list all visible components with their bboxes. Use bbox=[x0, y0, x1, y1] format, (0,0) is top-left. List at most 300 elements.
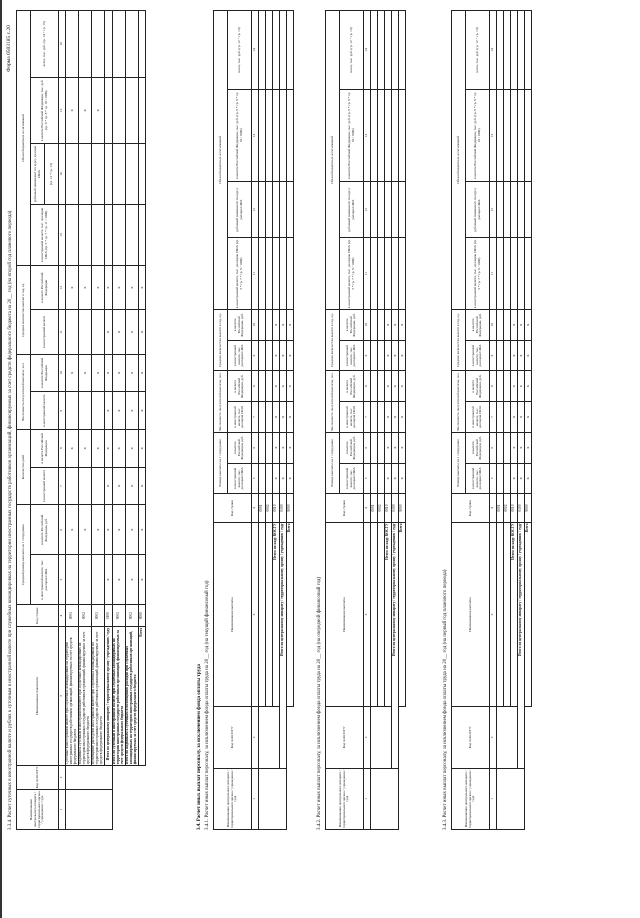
table-cell bbox=[525, 238, 532, 310]
table-cell bbox=[266, 463, 273, 494]
table-cell bbox=[259, 463, 266, 494]
table-cell bbox=[371, 432, 378, 463]
x-mark: x bbox=[392, 402, 399, 433]
total-row-code: 9001 bbox=[113, 605, 126, 627]
hdr-avg-rate: Размер выплаты на 1 сотрудника bbox=[214, 432, 228, 493]
grand-total-code: 9000 bbox=[399, 494, 406, 523]
hdr-in-rub: в валюте Российской Федерации, руб. bbox=[466, 371, 490, 402]
table-cell bbox=[92, 11, 105, 78]
table-cell bbox=[280, 89, 287, 181]
col-num: 5 bbox=[59, 555, 66, 605]
table-cell bbox=[113, 765, 126, 829]
table-cell bbox=[378, 182, 385, 238]
table-cell bbox=[287, 707, 294, 830]
hdr-vol-rub: в валюте Российской Федерации, тыс. руб. (гр. 6 * гр. 8 * гр. 10 / 1000) bbox=[31, 77, 59, 143]
x-mark: x bbox=[525, 309, 532, 340]
table-cell bbox=[511, 89, 518, 181]
table-cell bbox=[79, 555, 92, 605]
x-mark: x bbox=[126, 505, 139, 555]
table-cell bbox=[371, 522, 378, 706]
hdr-rate-fx: в иностранной валюте, тыс. долларов США bbox=[31, 555, 59, 605]
table-cell bbox=[385, 89, 392, 181]
hdr-in-rub: в валюте Российской Федерации, руб. bbox=[228, 309, 252, 340]
table-cell bbox=[126, 11, 139, 78]
hdr-num-emp: Численность получателей выплаты, чел. bbox=[452, 371, 466, 432]
x-mark: x bbox=[273, 371, 280, 402]
table-cell bbox=[287, 182, 294, 238]
x-mark: x bbox=[287, 432, 294, 463]
hdr-indicator: Наименование показателя bbox=[17, 627, 59, 766]
x-mark: x bbox=[139, 505, 146, 555]
table-cell bbox=[139, 11, 146, 78]
hdr-total: всего, тыс. руб. (гр. 12 + гр. 13) bbox=[466, 11, 490, 90]
hdr-in-rub: в валюте Российской Федерации, руб. bbox=[340, 309, 364, 340]
x-mark: x bbox=[511, 463, 518, 494]
col-num: 13 bbox=[364, 89, 371, 181]
col-num: 1 bbox=[490, 768, 497, 829]
table-cell bbox=[497, 309, 504, 340]
table-cell bbox=[497, 89, 504, 181]
x-mark: x bbox=[525, 371, 532, 402]
grand-total-label: Всего bbox=[287, 522, 294, 706]
x-mark: x bbox=[126, 354, 139, 392]
table-cell bbox=[399, 11, 406, 90]
table-cell bbox=[259, 11, 266, 90]
col-num: 4 bbox=[364, 494, 371, 523]
table-cell bbox=[371, 463, 378, 494]
table-cell bbox=[511, 11, 518, 90]
table-cell bbox=[126, 77, 139, 143]
x-mark: x bbox=[139, 265, 146, 309]
x-mark: x bbox=[385, 432, 392, 463]
hdr-avg-qty: Среднее количество выплат в год, ед. bbox=[326, 309, 340, 370]
table-cell bbox=[385, 11, 392, 90]
hdr-avg-qty: Среднее количество выплат в год, ед. bbox=[17, 265, 31, 354]
x-mark: x bbox=[105, 392, 113, 430]
table-cell bbox=[371, 238, 378, 310]
subtotal-unit-label: Итого по центральному аппарату / территориальному органу / учреждению / суду bbox=[518, 522, 525, 768]
table-cell bbox=[392, 89, 399, 181]
x-mark: x bbox=[511, 309, 518, 340]
hdr-volume: Объем бюджетных ассигнований bbox=[214, 11, 228, 310]
hdr-volume: Объем бюджетных ассигнований bbox=[452, 11, 466, 310]
x-mark: x bbox=[105, 429, 113, 467]
col-num: 14 bbox=[59, 144, 66, 205]
hdr-in-rub: в валюте Российской Федерации, руб. bbox=[466, 309, 490, 340]
x-mark: x bbox=[66, 429, 79, 467]
x-mark: x bbox=[385, 371, 392, 402]
x-mark: x bbox=[92, 505, 105, 555]
table-cell bbox=[518, 89, 525, 181]
table-cell bbox=[504, 402, 511, 433]
x-mark: x bbox=[105, 505, 113, 555]
x-mark: x bbox=[113, 310, 126, 354]
table-cell bbox=[266, 522, 273, 706]
col-num: 8 bbox=[252, 371, 259, 402]
subtotal-kosgu-code: 0010 bbox=[385, 494, 392, 523]
table-cell bbox=[66, 790, 113, 830]
hdr-code: Код строки bbox=[17, 605, 59, 627]
x-mark: x bbox=[280, 371, 287, 402]
col-num: 8 bbox=[59, 429, 66, 467]
hdr-code: Код строки bbox=[326, 494, 364, 523]
col-num: 2 bbox=[364, 707, 371, 768]
hdr-vol-fx-rate: рублевый эквивалент по курсу доллара США bbox=[466, 182, 490, 238]
hdr-vol-rub: в валюте Российской Федерации, тыс. руб. (гр. 6 * гр. 8 * гр. 10 / 1000) bbox=[340, 89, 364, 181]
col-num: 7 bbox=[490, 402, 497, 433]
hdr-qty-rub: в валюте Российской Федерации bbox=[31, 265, 59, 309]
table-cell bbox=[525, 89, 532, 181]
x-mark: x bbox=[105, 555, 113, 605]
grand-total-label: Всего bbox=[139, 627, 146, 766]
x-mark: x bbox=[518, 402, 525, 433]
hdr-avg-qty: Среднее количество выплат в год, ед. bbox=[214, 309, 228, 370]
table-cell bbox=[511, 238, 518, 310]
col-num: 6 bbox=[59, 505, 66, 555]
table-cell bbox=[371, 89, 378, 181]
x-mark: x bbox=[287, 371, 294, 402]
x-mark: x bbox=[113, 354, 126, 392]
x-mark: x bbox=[525, 463, 532, 494]
table-cell bbox=[371, 11, 378, 90]
table-cell bbox=[266, 432, 273, 463]
x-mark: x bbox=[105, 310, 113, 354]
table-cell bbox=[399, 89, 406, 181]
hdr-kosgu: Код по КОСГУ bbox=[17, 765, 59, 789]
x-mark: x bbox=[399, 463, 406, 494]
subtable-342 bbox=[325, 10, 406, 830]
x-mark: x bbox=[139, 429, 146, 467]
table-cell bbox=[280, 11, 287, 90]
grand-total-label: Всего bbox=[399, 522, 406, 706]
table-cell bbox=[504, 182, 511, 238]
hdr-in-fx: в иностранной валюте, тыс. долларов США bbox=[228, 340, 252, 371]
x-mark: x bbox=[105, 265, 113, 309]
x-mark: x bbox=[392, 340, 399, 371]
table-cell bbox=[259, 522, 266, 706]
col-num: 5 bbox=[252, 463, 259, 494]
row-indicator: Суточные в иностранной валюте при служебных командировках на территории иностранных государств работников организаций, финансируемых за счет средств федерального бюджета bbox=[66, 627, 79, 766]
x-mark: x bbox=[511, 340, 518, 371]
col-num: 10 bbox=[252, 309, 259, 340]
hdr-avg-rate: Средний размер выплаты на 1 сотрудника bbox=[17, 505, 31, 605]
hdr-vol-rub: в валюте Российской Федерации, тыс. руб. (гр. 6 * гр. 8 * гр. 10 / 1000) bbox=[466, 89, 490, 181]
x-mark: x bbox=[392, 371, 399, 402]
table-cell bbox=[79, 310, 92, 354]
table-cell bbox=[79, 392, 92, 430]
table-cell bbox=[378, 432, 385, 463]
table-cell bbox=[497, 707, 518, 768]
table-cell bbox=[497, 768, 525, 829]
hdr-qty-days: Количество дней bbox=[17, 429, 31, 504]
table-cell bbox=[92, 310, 105, 354]
hdr-vol-fx: в иностранной валюте, тыс. долларов США (гр. 5 * гр. 7 * гр. 9 / 1000) bbox=[228, 238, 252, 310]
hdr-volume: Объем бюджетных ассигнований bbox=[17, 11, 31, 266]
x-mark: x bbox=[392, 432, 399, 463]
table-cell bbox=[504, 11, 511, 90]
section-caption-341: 3.4.1. Расчет иных выплат персоналу, за исключением фонда оплаты труда на 20__ год (на текущий финансовый год) bbox=[205, 580, 210, 830]
table-cell bbox=[497, 463, 504, 494]
x-mark: x bbox=[518, 309, 525, 340]
x-mark: x bbox=[518, 463, 525, 494]
table-cell bbox=[113, 11, 126, 78]
table-cell bbox=[259, 182, 266, 238]
table-cell bbox=[273, 238, 280, 310]
x-mark: x bbox=[113, 505, 126, 555]
x-mark: x bbox=[511, 432, 518, 463]
col-num: 9 bbox=[59, 392, 66, 430]
subtotal-code: 0100 bbox=[105, 605, 113, 627]
table-cell bbox=[105, 144, 113, 205]
hdr-vol-fx: в иностранной валюте, тыс. долларов США (гр. 5 * гр. 7 * гр. 11 / 1000) bbox=[31, 205, 59, 266]
subtotal-kosgu-label: Итого по коду КОСГУ bbox=[385, 522, 392, 706]
hdr-name: Наименование центрального аппарата / территориального органа / учреждения / суда bbox=[326, 768, 364, 829]
table-cell bbox=[105, 11, 113, 78]
x-mark: x bbox=[79, 429, 92, 467]
hdr-payment: Наименование выплаты bbox=[214, 522, 252, 706]
table-cell bbox=[126, 144, 139, 205]
table-cell bbox=[504, 432, 511, 463]
table-cell bbox=[525, 182, 532, 238]
grand-total-code: 9000 bbox=[139, 605, 146, 627]
x-mark: x bbox=[273, 432, 280, 463]
hdr-qty-fx: в иностранной валюте bbox=[31, 310, 59, 354]
subtotal-label: Итого по центральному аппарату / территориальному органу / учреждению / суду bbox=[105, 627, 113, 766]
table-cell bbox=[66, 765, 113, 789]
table-cell bbox=[504, 522, 511, 706]
col-num: 2 bbox=[59, 765, 66, 789]
x-mark: x bbox=[92, 429, 105, 467]
table-cell bbox=[66, 205, 79, 266]
hdr-payment: Наименование выплаты bbox=[452, 522, 490, 706]
hdr-in-rub: в валюте Российской Федерации, руб. bbox=[466, 432, 490, 463]
x-mark: x bbox=[511, 402, 518, 433]
col-num: 7 bbox=[364, 402, 371, 433]
grand-total-code: 9000 bbox=[287, 494, 294, 523]
x-mark: x bbox=[287, 340, 294, 371]
col-num: 12 bbox=[490, 182, 497, 238]
table-cell bbox=[497, 432, 504, 463]
table-cell bbox=[66, 11, 79, 78]
x-mark: x bbox=[126, 265, 139, 309]
table-cell bbox=[497, 340, 504, 371]
table-cell bbox=[92, 144, 105, 205]
x-mark: x bbox=[66, 77, 79, 143]
subtotal-unit-label: Итого по центральному аппарату / территориальному органу / учреждению / суду bbox=[392, 522, 399, 768]
table-cell bbox=[280, 182, 287, 238]
table-cell bbox=[139, 77, 146, 143]
table-cell bbox=[392, 11, 399, 90]
x-mark: x bbox=[273, 463, 280, 494]
table-cell bbox=[126, 765, 139, 829]
table-cell bbox=[525, 11, 532, 90]
hdr-volume: Объем бюджетных ассигнований bbox=[326, 11, 340, 310]
table-cell bbox=[497, 238, 504, 310]
row-code: 0001 bbox=[66, 605, 79, 627]
section-caption-main: 3.3.4. Расчет суточных в иностранной валюте и рублях к суточным в иностранной валюте при служебных командировках на территории иностранных государств работников организаций, финансируемых за счет средств федерального бюджета на 20__ год (на второй год планового периода) bbox=[8, 210, 13, 830]
table-cell bbox=[259, 340, 266, 371]
table-cell bbox=[371, 182, 378, 238]
hdr-in-fx: в иностранной валюте, тыс. долларов США bbox=[466, 340, 490, 371]
col-num: 12 bbox=[252, 182, 259, 238]
x-mark: x bbox=[113, 467, 126, 505]
table-cell bbox=[259, 768, 287, 829]
table-cell bbox=[266, 340, 273, 371]
hdr-in-rub: в валюте Российской Федерации, руб. bbox=[340, 432, 364, 463]
col-num: 6 bbox=[252, 432, 259, 463]
x-mark: x bbox=[139, 310, 146, 354]
table-cell bbox=[79, 467, 92, 505]
table-cell bbox=[371, 371, 378, 402]
x-mark: x bbox=[79, 265, 92, 309]
x-mark: x bbox=[273, 402, 280, 433]
col-num: 7 bbox=[59, 467, 66, 505]
hdr-avg-rate: Размер выплаты на 1 сотрудника bbox=[326, 432, 340, 493]
total-row-label: Итого по суточным в иностранной валюте при служебных командировках на территории иностранных государств работников организаций, финансируемых за счет средств федерального бюджета bbox=[113, 627, 126, 766]
col-num: 4 bbox=[490, 494, 497, 523]
col-num: 4 bbox=[59, 605, 66, 627]
row-code: 0001 bbox=[497, 494, 504, 523]
table-cell bbox=[266, 238, 273, 310]
x-mark: x bbox=[113, 265, 126, 309]
x-mark: x bbox=[92, 265, 105, 309]
x-mark: x bbox=[518, 340, 525, 371]
hdr-total: всего, тыс. руб. (гр. 12 + гр. 13) bbox=[228, 11, 252, 90]
x-mark: x bbox=[385, 463, 392, 494]
col-num: 10 bbox=[490, 309, 497, 340]
table-cell bbox=[105, 77, 113, 143]
x-mark: x bbox=[66, 265, 79, 309]
table-cell bbox=[126, 205, 139, 266]
x-mark: x bbox=[287, 309, 294, 340]
table-cell bbox=[66, 467, 79, 505]
table-cell bbox=[399, 238, 406, 310]
subtotal-unit-code: 0100 bbox=[392, 494, 399, 523]
x-mark: x bbox=[113, 555, 126, 605]
col-num: 14 bbox=[490, 11, 497, 90]
table-cell bbox=[504, 463, 511, 494]
table-cell bbox=[399, 182, 406, 238]
x-mark: x bbox=[126, 555, 139, 605]
table-cell bbox=[139, 765, 146, 829]
table-cell bbox=[113, 144, 126, 205]
col-num: 1 bbox=[59, 790, 66, 830]
table-cell bbox=[378, 11, 385, 90]
hdr-code: Код строки bbox=[214, 494, 252, 523]
section-caption-343: 3.4.3. Расчет иных выплат персоналу, за исключением фонда оплаты труда на 20__ год (на первый год планового периода) bbox=[443, 569, 448, 830]
table-cell bbox=[497, 182, 504, 238]
col-num: 16 bbox=[59, 11, 66, 78]
hdr-in-rub: в валюте Российской Федерации, руб. bbox=[340, 371, 364, 402]
table-cell bbox=[392, 238, 399, 310]
table-cell bbox=[259, 371, 266, 402]
x-mark: x bbox=[79, 77, 92, 143]
table-cell bbox=[392, 182, 399, 238]
x-mark: x bbox=[385, 340, 392, 371]
table-cell bbox=[259, 707, 280, 768]
table-cell bbox=[511, 182, 518, 238]
hdr-kosgu: Код по КОСГУ bbox=[452, 707, 490, 768]
subtotal-unit-label: Итого по центральному аппарату / территориальному органу / учреждению / суду bbox=[280, 522, 287, 768]
col-num: 2 bbox=[252, 707, 259, 768]
section-title-34: 3.4. Расчет иных выплат персоналу, за исключением фонда оплаты труда bbox=[197, 664, 202, 830]
table-cell bbox=[504, 89, 511, 181]
hdr-kosgu: Код по КОСГУ bbox=[326, 707, 364, 768]
hdr-in-fx: в иностранной валюте, тыс. долларов США bbox=[340, 340, 364, 371]
col-num: 5 bbox=[364, 463, 371, 494]
hdr-avg-qty: Среднее количество выплат в год, ед. bbox=[452, 309, 466, 370]
x-mark: x bbox=[105, 354, 113, 392]
subtotal-kosgu-code: 0010 bbox=[511, 494, 518, 523]
table-cell bbox=[504, 371, 511, 402]
hdr-vol-rub: в валюте Российской Федерации, тыс. руб. (гр. 6 * гр. 8 * гр. 10 / 1000) bbox=[228, 89, 252, 181]
x-mark: x bbox=[392, 309, 399, 340]
hdr-kosgu: Код по КОСГУ bbox=[214, 707, 252, 768]
col-num: 1 bbox=[252, 768, 259, 829]
table-cell bbox=[378, 402, 385, 433]
col-num: 6 bbox=[364, 432, 371, 463]
table-cell bbox=[287, 11, 294, 90]
hdr-vol-fx-rate: рублевый эквивалент по курсу доллара США bbox=[31, 144, 45, 205]
col-num: 1 bbox=[364, 768, 371, 829]
x-mark: x bbox=[273, 309, 280, 340]
table-cell bbox=[378, 238, 385, 310]
subtotal-kosgu-code: 0010 bbox=[273, 494, 280, 523]
table-cell bbox=[504, 238, 511, 310]
grand-total-label: Всего bbox=[525, 522, 532, 706]
table-cell bbox=[525, 707, 532, 830]
x-mark: x bbox=[79, 354, 92, 392]
x-mark: x bbox=[399, 309, 406, 340]
x-mark: x bbox=[399, 432, 406, 463]
hdr-num-emp: Численность получателей выплаты, чел. bbox=[214, 371, 228, 432]
x-mark: x bbox=[66, 505, 79, 555]
col-num: 9 bbox=[252, 340, 259, 371]
subtable-341 bbox=[213, 10, 294, 830]
x-mark: x bbox=[280, 309, 287, 340]
x-mark: x bbox=[105, 467, 113, 505]
table-cell bbox=[378, 89, 385, 181]
x-mark: x bbox=[113, 429, 126, 467]
table-cell bbox=[92, 555, 105, 605]
x-mark: x bbox=[518, 371, 525, 402]
table-cell bbox=[266, 402, 273, 433]
x-mark: x bbox=[399, 402, 406, 433]
col-num: 4 bbox=[252, 494, 259, 523]
table-cell bbox=[518, 238, 525, 310]
col-num: 13 bbox=[59, 205, 66, 266]
table-cell bbox=[266, 182, 273, 238]
x-mark: x bbox=[139, 392, 146, 430]
table-cell bbox=[113, 205, 126, 266]
hdr-avg-rate: Размер выплаты на 1 сотрудника bbox=[452, 432, 466, 493]
table-cell bbox=[66, 310, 79, 354]
hdr-code: Код строки bbox=[452, 494, 490, 523]
x-mark: x bbox=[280, 340, 287, 371]
hdr-total: всего, тыс. руб. (гр. 14 + гр. 15) bbox=[31, 11, 59, 78]
x-mark: x bbox=[280, 432, 287, 463]
col-num: 3 bbox=[59, 627, 66, 766]
x-mark: x bbox=[399, 371, 406, 402]
table-cell bbox=[266, 309, 273, 340]
col-num: 10 bbox=[364, 309, 371, 340]
col-num: 9 bbox=[364, 340, 371, 371]
hdr-vol-fx: в иностранной валюте, тыс. долларов США (гр. 5 * гр. 7 * гр. 9 / 1000) bbox=[340, 238, 364, 310]
col-num: 14 bbox=[252, 11, 259, 90]
table-cell bbox=[399, 707, 406, 830]
col-num: 6 bbox=[490, 432, 497, 463]
hdr-days-rub: в валюте Российской Федерации bbox=[31, 429, 59, 467]
